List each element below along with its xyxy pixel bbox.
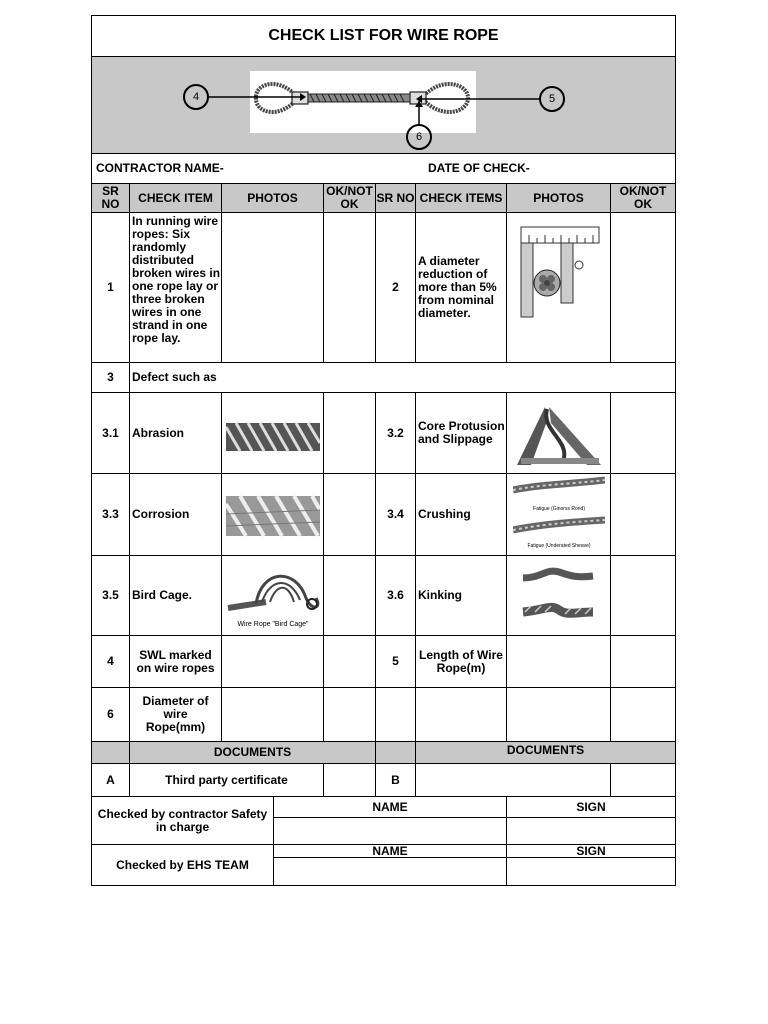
row-3-2-photo-cell [506, 392, 610, 473]
row-6-ok-cell[interactable] [323, 687, 375, 741]
row-2-ok-cell[interactable] [610, 212, 676, 362]
row-3-6-photo-cell [506, 555, 610, 635]
checked-by-contractor-label: Checked by contractor Safety in charge [91, 796, 273, 844]
row-3-1-item: Abrasion [129, 392, 221, 473]
row-3-1-photo-cell [221, 392, 323, 473]
core-protrusion-image [511, 401, 607, 469]
doc-a-sr: A [91, 763, 129, 796]
name-label-2: NAME [273, 844, 506, 857]
row-1-ok-cell[interactable] [323, 212, 375, 362]
diagram-band [91, 56, 676, 153]
contractor-sign-field[interactable] [506, 817, 676, 844]
row-4-ok-cell[interactable] [323, 635, 375, 687]
row-3-4-photo-cell [506, 473, 610, 555]
row-3-1-ok-cell[interactable] [323, 392, 375, 473]
documents-sr-blank [91, 741, 129, 763]
header-sr-no: SR NO [91, 183, 129, 212]
contractor-row [91, 153, 676, 183]
doc-a-item: Third party certificate [129, 763, 323, 796]
contractor-name-field[interactable] [273, 817, 506, 844]
row-3-2-item: Core Protusion and Slippage [415, 392, 506, 473]
header-sr-no-2: SR NO [375, 183, 415, 212]
bird-cage-caption: Wire Rope "Bird Cage" [237, 620, 309, 628]
doc-b-ok-cell[interactable] [610, 763, 676, 796]
documents-sr-blank-2 [375, 741, 415, 763]
row-2-sr: 2 [375, 212, 415, 362]
abrasion-rope-image [226, 417, 320, 457]
row-6-photo-cell [221, 687, 323, 741]
row-3-5-ok-cell[interactable] [323, 555, 375, 635]
row-1-item: In running wire ropes: Six randomly distributed broken wires in one rope lay or three broken wires in one strand in one rope lay. [129, 212, 221, 362]
row-1-sr: 1 [91, 212, 129, 362]
row-5-photo-cell [506, 635, 610, 687]
row-3-6-sr: 3.6 [375, 555, 415, 635]
row-6-sr: 6 [91, 687, 129, 741]
row-5-sr: 5 [375, 635, 415, 687]
bird-cage-rope-image [226, 568, 322, 616]
row-3-5-item: Bird Cage. [129, 555, 221, 635]
crushing-rope-image-top [513, 476, 605, 506]
row-4-photo-cell [221, 635, 323, 687]
ehs-sign-field[interactable] [506, 857, 676, 886]
doc-b-item [415, 763, 610, 796]
header-photos-2: PHOTOS [506, 183, 610, 212]
doc-a-ok-cell[interactable] [323, 763, 375, 796]
row-5-ok-cell[interactable] [610, 635, 676, 687]
header-check-items: CHECK ITEMS [415, 183, 506, 212]
row-3-3-item: Corrosion [129, 473, 221, 555]
crushing-rope-image-bottom [513, 514, 605, 540]
callout-6: 6 [415, 131, 423, 143]
row-6-empty-ok [610, 687, 676, 741]
row-3-1-sr: 3.1 [91, 392, 129, 473]
row-1-photo-cell [221, 212, 323, 362]
header-photos: PHOTOS [221, 183, 323, 212]
row-3-6-item: Kinking [415, 555, 506, 635]
callout-5: 5 [548, 93, 556, 105]
checklist-sheet [91, 15, 676, 886]
row-3-5-sr: 3.5 [91, 555, 129, 635]
sign-label-2: SIGN [506, 844, 676, 857]
header-check-item: CHECK ITEM [129, 183, 221, 212]
row-6-empty-item [415, 687, 506, 741]
sign-label-1: SIGN [506, 796, 676, 817]
row-2-photo-cell [506, 212, 610, 362]
row-3-2-ok-cell[interactable] [610, 392, 676, 473]
row-3-3-sr: 3.3 [91, 473, 129, 555]
header-ok-not-ok: OK/NOT OK [323, 183, 375, 212]
checked-by-ehs-label: Checked by EHS TEAM [91, 844, 273, 886]
contractor-name-label: CONTRACTOR NAME- [96, 161, 224, 175]
row-3-2-sr: 3.2 [375, 392, 415, 473]
row-3-item: Defect such as [129, 362, 676, 392]
name-label-1: NAME [273, 796, 506, 817]
crushing-caption-bottom: Fatigue (Underated Sheave) [527, 543, 591, 549]
caliper-measure-image [517, 221, 603, 321]
crushing-caption-top: Fatigue (Ginorss Rond) [533, 506, 585, 512]
kinking-rope-image [521, 562, 597, 628]
ehs-name-field[interactable] [273, 857, 506, 886]
row-3-6-ok-cell[interactable] [610, 555, 676, 635]
row-3-4-ok-cell[interactable] [610, 473, 676, 555]
documents-label-right: DOCUMENTS [415, 741, 676, 763]
page-title: CHECK LIST FOR WIRE ROPE [91, 15, 676, 56]
row-5-item: Length of Wire Rope(m) [415, 635, 506, 687]
row-6-item: Diameter of wire Rope(mm) [129, 687, 221, 741]
row-4-item: SWL marked on wire ropes [129, 635, 221, 687]
row-3-4-sr: 3.4 [375, 473, 415, 555]
header-ok-not-ok-2: OK/NOT OK [610, 183, 676, 212]
row-2-item: A diameter reduction of more than 5% from nominal diameter. [415, 212, 506, 362]
callout-4: 4 [192, 91, 200, 103]
corrosion-rope-image [226, 490, 320, 542]
row-3-4-item: Crushing [415, 473, 506, 555]
row-4-sr: 4 [91, 635, 129, 687]
documents-label-left: DOCUMENTS [129, 741, 375, 763]
date-of-check-label: DATE OF CHECK- [428, 161, 530, 175]
row-3-3-photo-cell [221, 473, 323, 555]
row-6-empty-sr [375, 687, 415, 741]
doc-b-sr: B [375, 763, 415, 796]
row-3-5-photo-cell [221, 555, 323, 635]
row-3-3-ok-cell[interactable] [323, 473, 375, 555]
row-3-sr: 3 [91, 362, 129, 392]
row-6-empty-photo [506, 687, 610, 741]
